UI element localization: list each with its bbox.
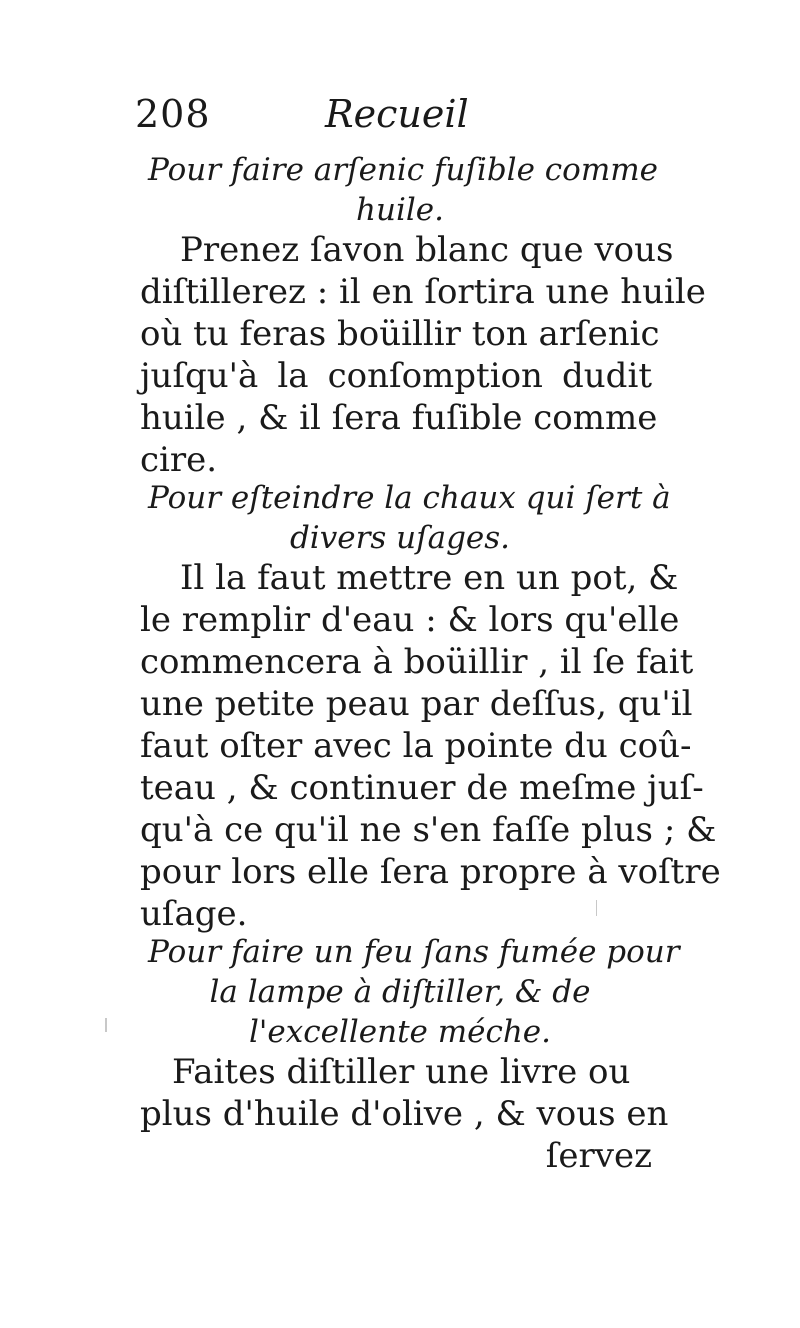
body-text-line: juſqu'à la conſomption dudit [140,356,652,396]
section-heading: Pour faire arſenic fuſible comme [148,152,658,188]
section-heading: divers uſages. [289,520,511,556]
body-text-line: teau , & continuer de meſme juſ- [140,768,704,808]
running-head [135,92,655,142]
body-text-line: cire. [140,440,218,480]
body-text-line: diſtillerez : il en ſortira une huile [140,272,706,312]
body-text-line: huile , & il ſera fuſible comme [140,398,658,438]
section-heading: Pour eſteindre la chaux qui ſert à [148,480,671,516]
catchword: ſervez [545,1136,652,1176]
body-text-line: qu'à ce qu'il ne s'en faſſe plus ; & [140,810,717,850]
body-text-line: Il la faut mettre en un pot, & [180,558,679,598]
body-text-line: Faites diſtiller une livre ou [172,1052,631,1092]
body-text-line: plus d'huile d'olive , & vous en [140,1094,669,1134]
body-text-line: le remplir d'eau : & lors qu'elle [140,600,680,640]
section-heading: l'excellente méche. [248,1014,552,1050]
body-text-line: une petite peau par deſſus, qu'il [140,684,693,724]
section-heading: huile. [356,192,444,228]
body-text-line: Prenez ſavon blanc que vous [180,230,674,270]
body-text-line: uſage. [140,894,248,934]
body-text-line: commencera à boüillir , il ſe fait [140,642,694,682]
body-text-line: où tu feras boüillir ton arſenic [140,314,660,354]
body-text-line: faut oſter avec la pointe du coû- [140,726,692,766]
body-text-line: pour lors elle ſera propre à voſtre [140,852,721,892]
running-title: Recueil [325,92,469,136]
scan-mark [105,1018,107,1032]
page-number: 208 [135,92,211,136]
scan-mark [596,900,597,916]
section-heading: Pour faire un feu ſans fumée pour [148,934,680,970]
section-heading: la lampe à diſtiller, & de [209,974,591,1010]
